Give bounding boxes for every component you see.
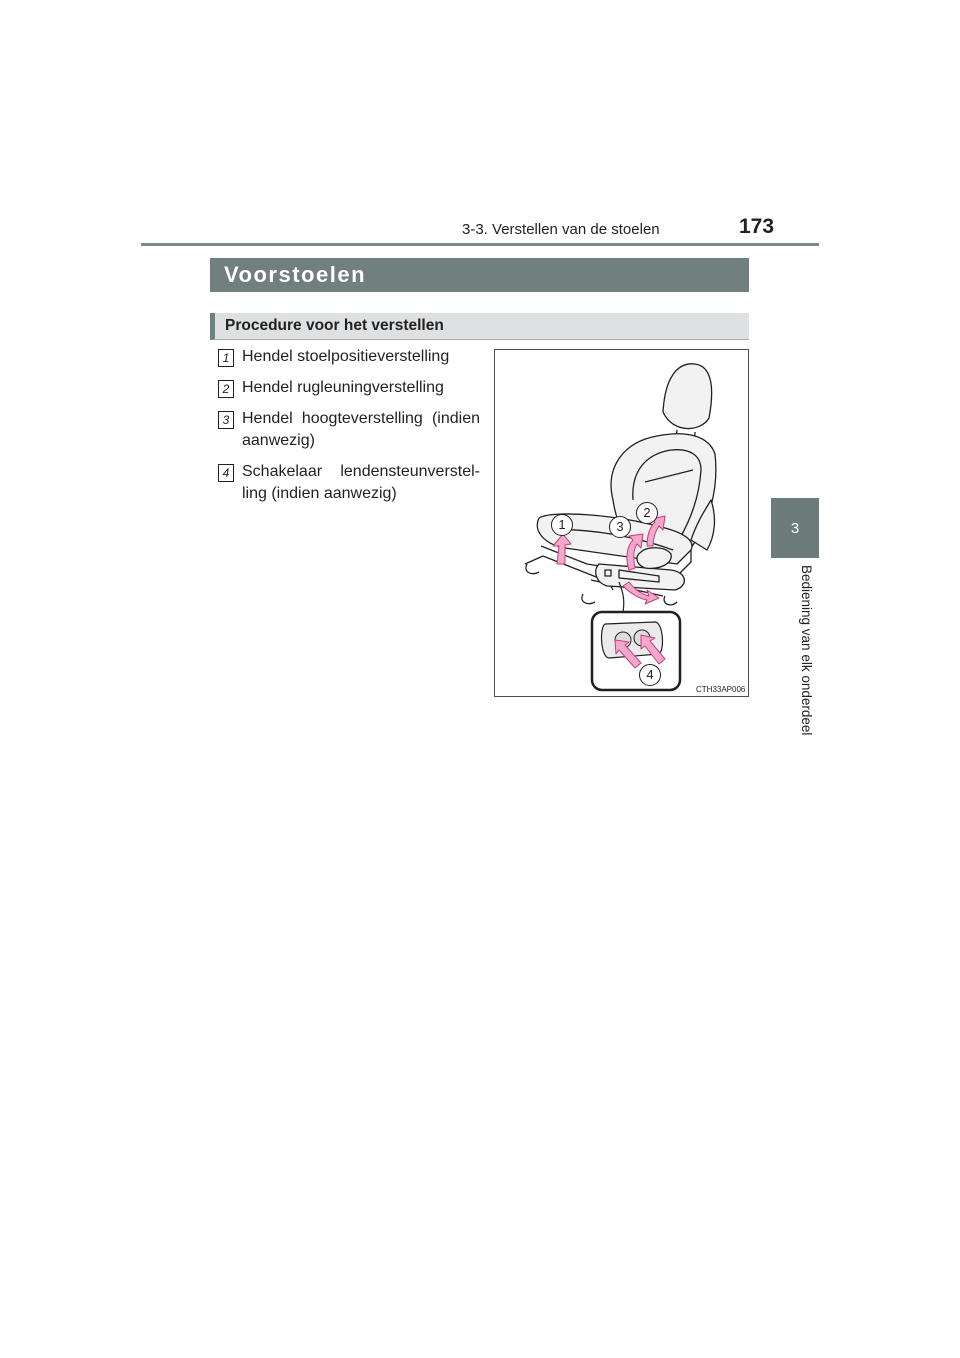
subsection-title: Procedure voor het verstellen [225, 317, 444, 334]
figure-code: CTH33AP006 [696, 685, 746, 694]
item-text: Hendel stoelpositieverstelling [242, 348, 450, 365]
callout-1: 1 [551, 514, 573, 536]
header-rule [141, 243, 819, 246]
callout-2: 2 [636, 502, 658, 524]
list-item [218, 408, 480, 452]
headrest-shape [663, 364, 712, 429]
chapter-side-label: Bediening van elk onderdeel [799, 565, 814, 736]
list-item [218, 461, 480, 505]
item-text: Hendel hoogteverstelling (indien aanwezig) [242, 410, 480, 449]
subsection-heading [210, 313, 749, 340]
item-text: Schakelaar lendensteunverstel-ling (indien aanwezig) [242, 463, 480, 502]
item-number-badge: 3 [218, 411, 234, 429]
chapter-number: 3 [790, 519, 800, 537]
recliner-lever [637, 548, 671, 569]
running-header: 3-3. Verstellen van de stoelen [462, 221, 660, 238]
list-item [218, 377, 480, 399]
item-text: Hendel rugleuningverstelling [242, 379, 444, 396]
callout-3: 3 [609, 516, 631, 538]
item-number-badge: 2 [218, 380, 234, 398]
callout-4: 4 [639, 664, 661, 686]
list-item [218, 346, 480, 368]
chapter-tab[interactable] [771, 498, 819, 558]
item-number-badge: 4 [218, 464, 234, 482]
section-heading [210, 258, 749, 292]
lumbar-switch-location [605, 570, 611, 576]
section-title: Voorstoelen [224, 262, 367, 287]
page-number: 173 [739, 215, 775, 238]
item-number-badge: 1 [218, 349, 234, 367]
procedure-list [218, 346, 480, 514]
seat-illustration [494, 349, 749, 697]
